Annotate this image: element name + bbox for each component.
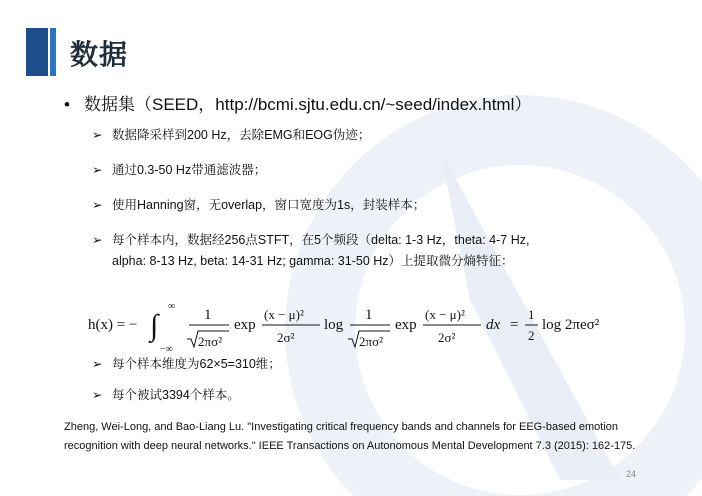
integral-lower-limit: −∞	[160, 344, 173, 355]
list-item	[92, 160, 266, 181]
page-number: 24	[626, 469, 637, 479]
formula-tail: log 2πeσ²	[542, 317, 600, 333]
arrow-bullet-icon: ➢	[92, 198, 103, 212]
list-item	[92, 230, 529, 272]
list-item-text: 数据降采样到200 Hz，去除EMG和EOG伪迹；	[112, 128, 371, 142]
exp-label-1: exp	[234, 317, 256, 333]
title-accent-stripe	[50, 28, 56, 76]
list-item-text: 每个样本内，数据经256点STFT，在5个频段（delta: 1-3 Hz，theta: 4-7 Hz,	[112, 233, 530, 247]
slide-title: 数据	[70, 39, 129, 70]
title-accent-bar	[26, 28, 48, 76]
differential-dx: dx	[486, 317, 501, 333]
bullet-marker: •	[64, 95, 70, 114]
list-item	[92, 354, 281, 375]
exp-numerator-1: (x − μ)²	[264, 307, 304, 322]
fraction-numerator-2: 1	[365, 307, 373, 323]
formula-lhs: h(x) = −	[88, 317, 138, 333]
list-item-text: 每个样本维度为62×5=310维；	[112, 357, 281, 371]
integral-upper-limit: ∞	[168, 301, 176, 312]
list-item-text: 每个被试3394个样本。	[112, 388, 240, 402]
list-item-text: 通过0.3-50 Hz带通滤波器；	[112, 163, 267, 177]
arrow-bullet-icon: ➢	[92, 388, 103, 402]
list-item-text: 使用Hanning窗，无overlap，窗口宽度为1s，封装样本；	[112, 198, 426, 212]
list-item	[92, 125, 370, 146]
dataset-bullet	[64, 90, 531, 115]
half-denominator: 2	[528, 328, 535, 343]
arrow-bullet-icon: ➢	[92, 357, 103, 371]
citation-reference: Zheng, Wei-Long, and Bao-Liang Lu. "Investigating critical frequency bands and channels for EEG-based emotion recognition with deep neural networks." IEEE Transactions on Autonomous Mental Development 7.3 (2015): 162-175.	[64, 421, 636, 452]
log-label: log	[324, 317, 344, 333]
exp-denominator-2: 2σ²	[438, 330, 456, 345]
arrow-bullet-icon: ➢	[92, 233, 103, 247]
list-item-continuation: alpha: 8-13 Hz, beta: 14-31 Hz; gamma: 31-50 Hz）上提取微分熵特征：	[112, 254, 514, 268]
list-item	[92, 195, 425, 216]
exp-numerator-2: (x − μ)²	[425, 307, 465, 322]
arrow-bullet-icon: ➢	[92, 163, 103, 177]
integral-sign: ∫	[150, 309, 159, 342]
fraction-numerator-1: 1	[204, 307, 212, 323]
exp-label-2: exp	[395, 317, 417, 333]
differential-entropy-formula	[88, 295, 628, 355]
arrow-bullet-icon: ➢	[92, 128, 103, 142]
equals-sign: =	[510, 317, 519, 333]
dataset-text: 数据集（SEED，http://bcmi.sjtu.edu.cn/~seed/index.html）	[84, 95, 532, 114]
fraction-denominator-2: 2πσ²	[359, 334, 383, 349]
exp-denominator-1: 2σ²	[277, 330, 295, 345]
list-item	[92, 385, 240, 406]
fraction-denominator-1: 2πσ²	[198, 334, 222, 349]
half-numerator: 1	[528, 307, 535, 322]
